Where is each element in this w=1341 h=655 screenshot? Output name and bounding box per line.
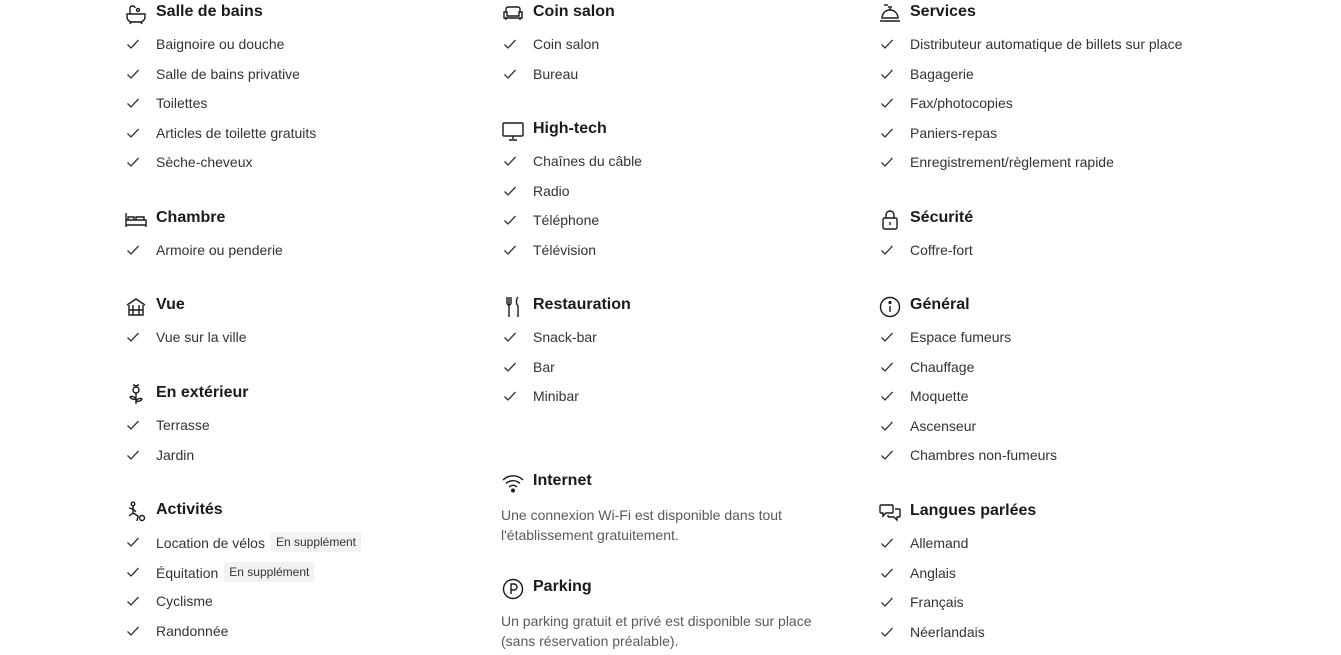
check-icon xyxy=(126,126,140,140)
sofa-icon xyxy=(501,2,525,26)
check-icon xyxy=(126,535,140,549)
check-icon xyxy=(880,536,894,550)
bed-icon xyxy=(124,208,148,232)
section-title: En extérieur xyxy=(156,384,249,401)
check-icon xyxy=(503,389,517,403)
info-icon xyxy=(878,295,902,319)
check-icon xyxy=(126,594,140,608)
check-icon xyxy=(126,37,140,51)
concierge-bell-icon xyxy=(878,2,902,26)
section-title: Salle de bains xyxy=(156,3,263,20)
check-icon xyxy=(503,37,517,51)
check-icon xyxy=(126,155,140,169)
check-icon xyxy=(126,418,140,432)
check-icon xyxy=(126,565,140,579)
check-icon xyxy=(126,243,140,257)
check-icon xyxy=(503,213,517,227)
check-icon xyxy=(880,448,894,462)
check-icon xyxy=(880,67,894,81)
section-title: Vue xyxy=(156,296,185,313)
section-title: Chambre xyxy=(156,209,226,226)
check-icon xyxy=(503,67,517,81)
check-icon xyxy=(126,448,140,462)
parking-icon xyxy=(501,577,525,601)
extra-charge-badge: En supplément xyxy=(224,562,314,582)
check-icon xyxy=(880,37,894,51)
section-title: Général xyxy=(910,296,970,313)
check-icon xyxy=(880,566,894,580)
check-icon xyxy=(880,595,894,609)
check-icon xyxy=(503,360,517,374)
check-icon xyxy=(880,126,894,140)
wifi-icon xyxy=(501,471,525,495)
section-title: Restauration xyxy=(533,296,631,313)
check-icon xyxy=(880,243,894,257)
check-icon xyxy=(880,360,894,374)
activity-icon xyxy=(124,500,148,524)
check-icon xyxy=(880,330,894,344)
flower-icon xyxy=(124,383,148,407)
check-icon xyxy=(503,154,517,168)
check-icon xyxy=(880,155,894,169)
monitor-icon xyxy=(501,119,525,143)
check-icon xyxy=(880,625,894,639)
section-title: Services xyxy=(910,3,976,20)
lock-icon xyxy=(878,208,902,232)
check-icon xyxy=(880,419,894,433)
check-icon xyxy=(126,330,140,344)
section-title: Parking xyxy=(533,578,592,595)
section-title: Activités xyxy=(156,501,223,518)
check-icon xyxy=(880,389,894,403)
check-icon xyxy=(126,624,140,638)
check-icon xyxy=(126,67,140,81)
extra-charge-badge: En supplément xyxy=(271,532,361,552)
view-icon xyxy=(124,295,148,319)
cutlery-icon xyxy=(501,295,525,319)
check-icon xyxy=(503,184,517,198)
section-description: Une connexion Wi-Fi est disponible dans tout l'établissement gratuitement. xyxy=(501,507,782,543)
section-title: Coin salon xyxy=(533,3,615,20)
section-description: Un parking gratuit et privé est disponible sur place (sans réservation préalable). xyxy=(501,613,812,649)
check-icon xyxy=(503,330,517,344)
section-title: Internet xyxy=(533,472,592,489)
speech-bubbles-icon xyxy=(878,501,902,525)
section-title: High-tech xyxy=(533,120,607,137)
bath-icon xyxy=(124,2,148,26)
section-title: Langues parlées xyxy=(910,502,1037,519)
check-icon xyxy=(503,243,517,257)
section-title: Sécurité xyxy=(910,209,974,226)
check-icon xyxy=(126,96,140,110)
check-icon xyxy=(880,96,894,110)
